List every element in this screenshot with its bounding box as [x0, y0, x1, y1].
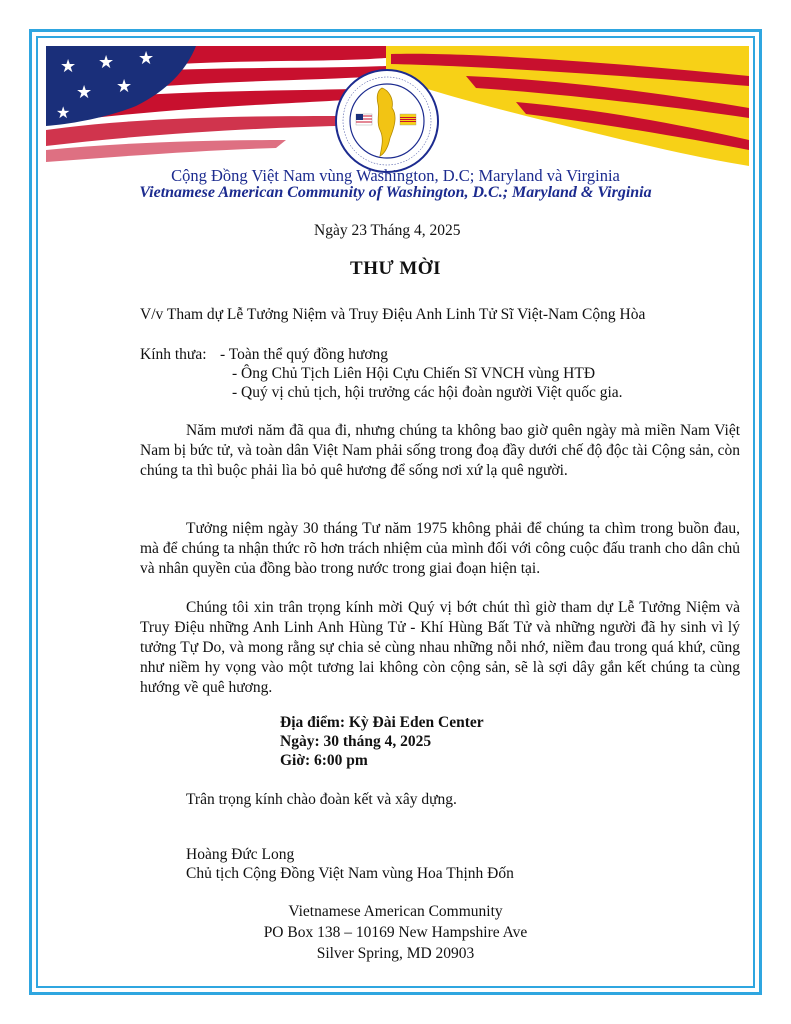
svg-text:★: ★ — [76, 82, 93, 103]
svg-text:★: ★ — [56, 103, 71, 122]
recipient-item: - Ông Chủ Tịch Liên Hội Cựu Chiến Sĩ VNCH vùng HTĐ — [232, 365, 596, 382]
closing-line: Trân trọng kính chào đoàn kết và xây dựng. — [186, 791, 457, 808]
signer-name: Hoàng Đức Long — [186, 846, 295, 863]
svg-text:★: ★ — [116, 76, 133, 97]
organization-name-english: Vietnamese American Community of Washington, D.C.; Maryland & Virginia — [139, 184, 652, 201]
letter-subject: V/v Tham dự Lễ Tưởng Niệm và Truy Điệu Anh Linh Tử Sĩ Việt-Nam Cộng Hòa — [140, 306, 646, 323]
svg-text:★: ★ — [60, 56, 77, 77]
organization-name-vietnamese: Cộng Đồng Việt Nam vùng Washington, D.C; Maryland và Virginia — [171, 166, 620, 185]
footer-address-line: Vietnamese American Community — [288, 903, 503, 920]
event-date: Ngày: 30 tháng 4, 2025 — [280, 733, 432, 750]
community-seal-logo — [334, 68, 440, 174]
event-time: Giờ: 6:00 pm — [280, 752, 368, 769]
svg-text:★: ★ — [138, 48, 155, 69]
letter-date: Ngày 23 Tháng 4, 2025 — [314, 222, 461, 239]
event-location: Địa điểm: Kỳ Đài Eden Center — [280, 714, 484, 731]
salutation-label: Kính thưa: — [140, 346, 207, 363]
footer-address-line: Silver Spring, MD 20903 — [316, 945, 475, 962]
recipient-item: - Toàn thể quý đồng hương — [220, 346, 389, 363]
footer-address-line: PO Box 138 – 10169 New Hampshire Ave — [263, 924, 528, 941]
letter-title: THƯ MỜI — [350, 258, 441, 279]
heritage-flag-image — [386, 46, 749, 166]
svg-text:★: ★ — [98, 52, 115, 73]
body-paragraph: Tưởng niệm ngày 30 tháng Tư năm 1975 không phải để chúng ta chìm trong buồn đau, mà để chúng ta nhận thức rõ hơn trách nhiệm của mình đối với công cuộc đấu tranh cho dân chủ và nhân quyền của đồng bào trong nước trong giai đoạn hiện tại. — [140, 520, 740, 577]
body-paragraph: Năm mươi năm đã qua đi, nhưng chúng ta không bao giờ quên ngày mà miền Nam Việt Nam bị bức tử, và toàn dân Việt Nam phải sống trong đoạ đầy dưới chế độ độc tài Cộng sản, còn chúng ta thì buộc phải lìa bỏ quê hương để sống nơi xứ lạ quê người. — [140, 422, 740, 479]
body-paragraph: Chúng tôi xin trân trọng kính mời Quý vị bớt chút thì giờ tham dự Lễ Tưởng Niệm và Truy Điệu những Anh Linh Anh Hùng Tử - Khí Hùng Bất Tử và những người đã hy sinh vì lý tưởng Tự Do, và mong rằng sự chia sẻ cùng nhau những nỗi nhớ, niềm đau trong quá khứ, cũng như niềm hy vọng vào một tương lai không còn cộng sản, sẽ là sợi dây gắn kết chúng ta cùng hướng về quê hương. — [140, 599, 740, 696]
recipient-item: - Quý vị chủ tịch, hội trưởng các hội đoàn người Việt quốc gia. — [232, 384, 623, 401]
signer-title: Chủ tịch Cộng Đồng Việt Nam vùng Hoa Thịnh Đốn — [186, 865, 514, 882]
